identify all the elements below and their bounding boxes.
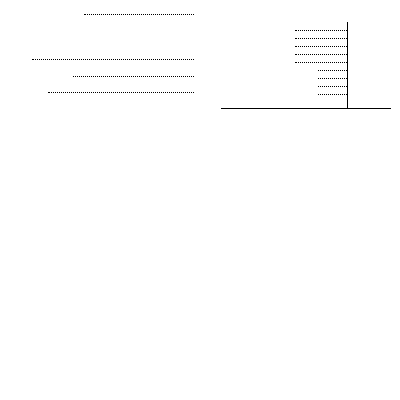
recap-field-5[interactable]	[318, 94, 347, 95]
recap-field-overtime50[interactable]	[295, 46, 347, 47]
recap-field-1[interactable]	[295, 30, 347, 31]
recap-field-3[interactable]	[318, 78, 347, 79]
recap-field-overtime25[interactable]	[295, 38, 347, 39]
recap-divider	[347, 22, 348, 108]
month-year-field[interactable]	[48, 92, 194, 93]
recap-total-line	[221, 108, 391, 109]
name-field[interactable]	[32, 59, 194, 60]
transfer-field[interactable]	[84, 14, 194, 15]
employee-no-field[interactable]	[73, 76, 194, 77]
recap-field-night[interactable]	[295, 62, 347, 63]
recap-field-2[interactable]	[318, 70, 347, 71]
recap-field-4[interactable]	[318, 86, 347, 87]
recap-field-afternoon[interactable]	[295, 54, 347, 55]
